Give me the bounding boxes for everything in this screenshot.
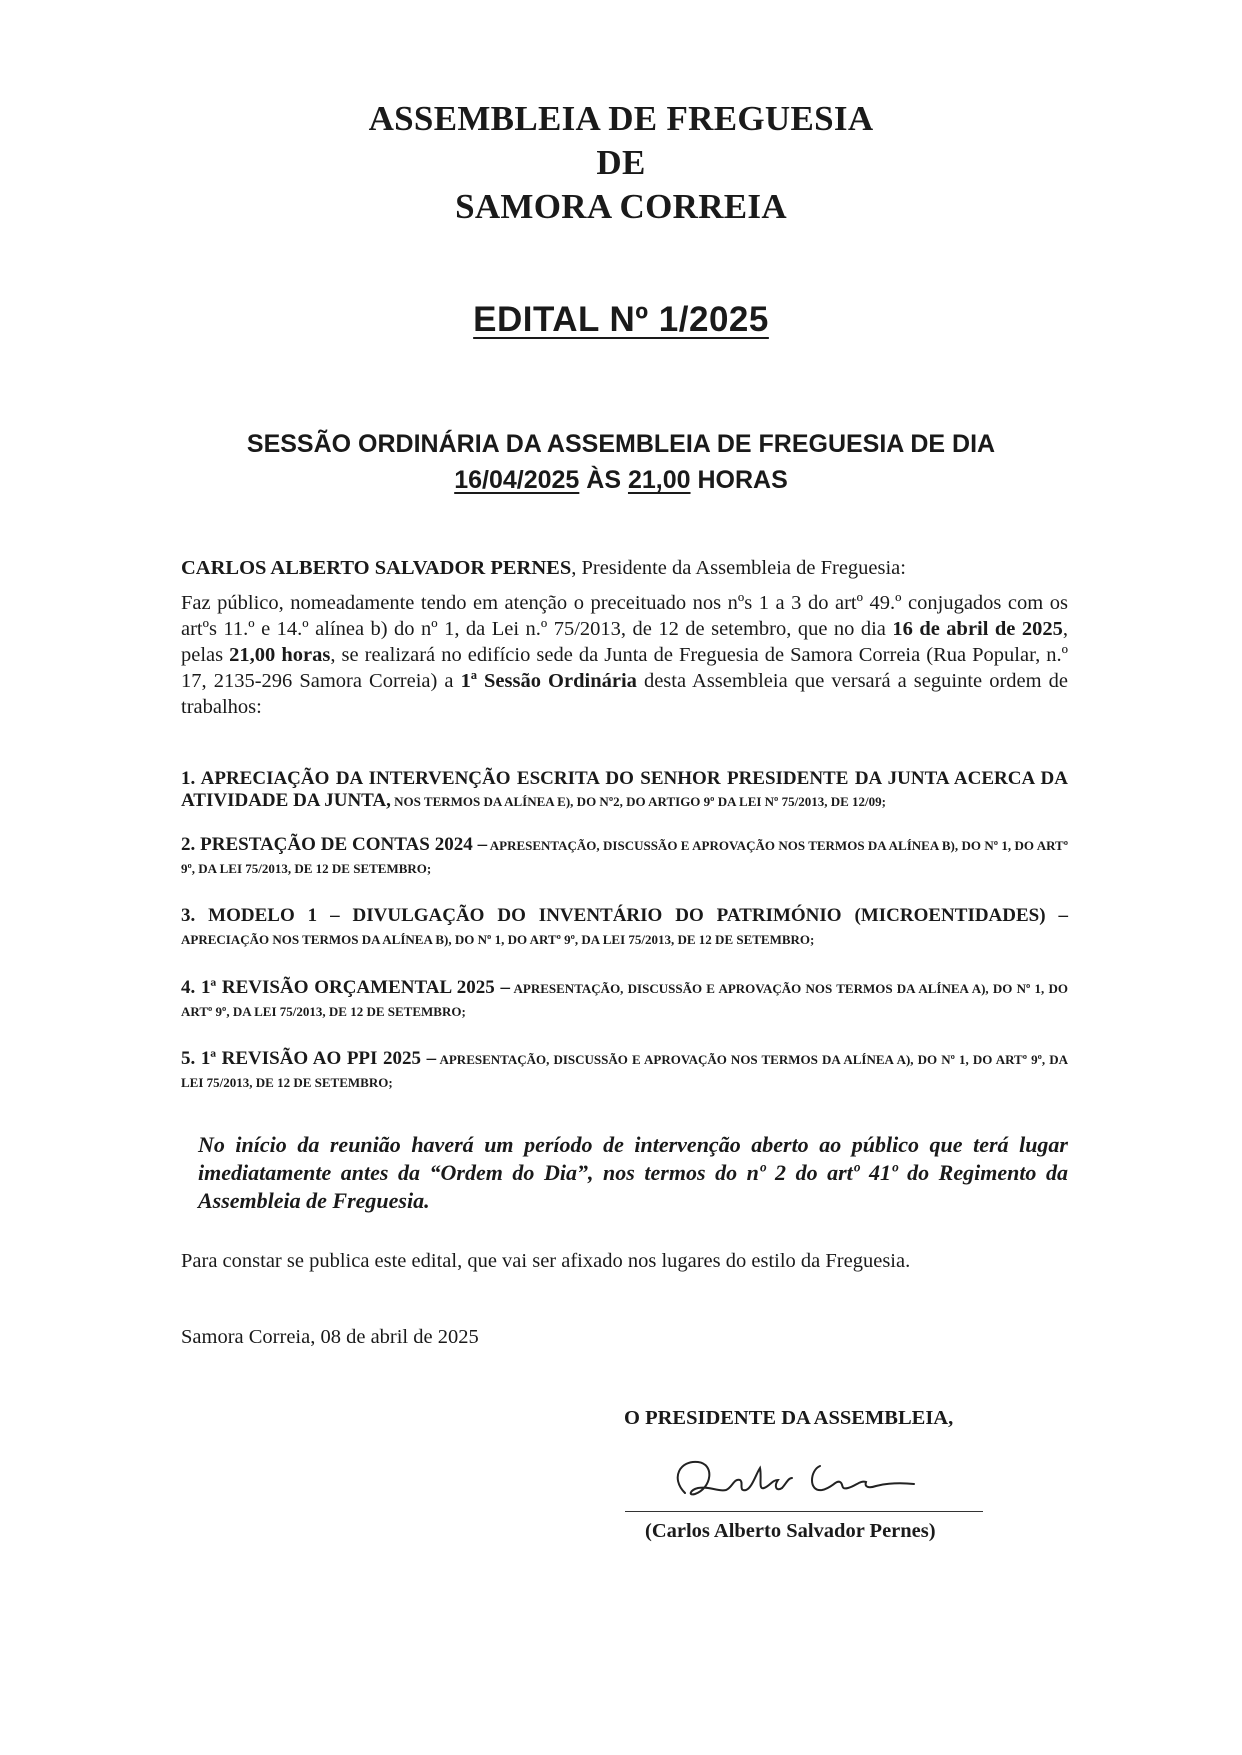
president-name: (Carlos Alberto Salvador Pernes): [645, 1520, 936, 1542]
session-number: 1ª Sessão Ordinária: [460, 670, 637, 692]
meeting-date: 16 de abril de 2025: [892, 618, 1063, 640]
agenda-item-title: 4. 1ª REVISÃO ORÇAMENTAL 2025 –: [181, 977, 511, 998]
header-line-3: SAMORA CORREIA: [455, 187, 787, 226]
faz-part-4: desta Assembleia que versará a seguinte ordem de trabalhos:: [181, 670, 1068, 718]
faz-part-1: Faz público, nomeadamente tendo em atenção o preceituado nos nºs 1 a 3 do artº 49.º conjugados com os artºs 11.º e 14.º alínea b) do nº 1, da Lei n.º 75/2013, de 12 de setembro, que no dia: [181, 592, 1068, 640]
session-heading: [150, 426, 1092, 498]
session-date: 16/04/2025: [454, 466, 580, 494]
edital-title: EDITAL Nº 1/2025: [473, 300, 769, 339]
session-line-2: [150, 462, 1092, 498]
meeting-hour: 21,00 horas: [229, 644, 331, 666]
agenda-item-detail: NOS TERMOS DA ALÍNEA E), DO Nº2, DO ARTIGO 9º DA LEI Nº 75/2013, DE 12/09;: [390, 794, 886, 809]
faz-part-3: , se realizará no edifício sede da Junta de Freguesia de Samora Correia (Rua Popular, n.º 17, 2135-296 Samora Correia) a: [181, 644, 1069, 692]
agenda-item-title: 2. PRESTAÇÃO DE CONTAS 2024 –: [181, 834, 488, 855]
header-line-2: DE: [596, 143, 646, 182]
president-name-caps: CARLOS ALBERTO SALVADOR PERNES: [181, 557, 572, 579]
place-date: Samora Correia, 08 de abril de 2025: [181, 1326, 479, 1348]
closing-statement: Para constar se publica este edital, que vai ser afixado nos lugares do estilo da Freguesia.: [181, 1250, 911, 1272]
agenda-item: [181, 834, 1068, 880]
agenda-item-detail: APRECIAÇÃO NOS TERMOS DA ALÍNEA B), DO Nº 1, DO ARTº 9º, DA LEI 75/2013, DE 12 DE SETEMBRO;: [181, 932, 815, 947]
agenda-item: [181, 768, 1068, 813]
session-hour: 21,00: [627, 466, 691, 494]
agenda-item-title: 1. APRECIAÇÃO DA INTERVENÇÃO ESCRITA DO SENHOR PRESIDENTE DA JUNTA ACERCA DA ATIVIDADE DA JUNTA,: [181, 768, 1068, 811]
session-horas: HORAS: [697, 466, 788, 494]
intro-rest: , Presidente da Assembleia de Freguesia:: [571, 557, 906, 579]
header-line-1: ASSEMBLEIA DE FREGUESIA: [368, 99, 874, 138]
document-header: [0, 97, 1242, 229]
signature-line: [625, 1511, 983, 1512]
agenda-item-detail: APRESENTAÇÃO, DISCUSSÃO E APROVAÇÃO NOS TERMOS DA ALÍNEA A), DO Nº 1, DO ARTº 9º, DA LEI 75/2013, DE 12 DE SETEMBRO;: [181, 1052, 1068, 1090]
agenda-item-detail: APRESENTAÇÃO, DISCUSSÃO E APROVAÇÃO NOS TERMOS DA ALÍNEA B), DO Nº 1, DO ARTº 9º, DA LEI 75/2013, DE 12 DE SETEMBRO;: [181, 838, 1068, 876]
intro-paragraph: [181, 555, 1068, 581]
public-intervention-note: No início da reunião haverá um período de intervenção aberto ao público que terá lugar imediatamente antes da “Ordem do Dia”, nos termos do nº 2 do artº 41º do Regimento da Assembleia de Freguesia.: [198, 1132, 1068, 1213]
session-as: ÀS: [586, 466, 622, 494]
agenda-item: [181, 1048, 1068, 1094]
faz-part-2: , pelas: [181, 618, 1068, 666]
agenda-item-title: 5. 1ª REVISÃO AO PPI 2025 –: [181, 1048, 437, 1069]
president-title: O PRESIDENTE DA ASSEMBLEIA,: [624, 1407, 954, 1429]
handwritten-signature: [660, 1448, 960, 1508]
agenda-item-detail: APRESENTAÇÃO, DISCUSSÃO E APROVAÇÃO NOS TERMOS DA ALÍNEA A), DO Nº 1, DO ARTº 9º, DA LEI 75/2013, DE 12 DE SETEMBRO;: [181, 981, 1068, 1019]
session-line-1: SESSÃO ORDINÁRIA DA ASSEMBLEIA DE FREGUESIA DE DIA: [246, 430, 996, 458]
announcement-paragraph: [181, 590, 1068, 720]
agenda-item: [181, 977, 1068, 1023]
agenda-item-title: 3. MODELO 1 – DIVULGAÇÃO DO INVENTÁRIO DO PATRIMÓNIO (MICROENTIDADES) –: [181, 905, 1068, 926]
agenda-item: [181, 905, 1068, 951]
